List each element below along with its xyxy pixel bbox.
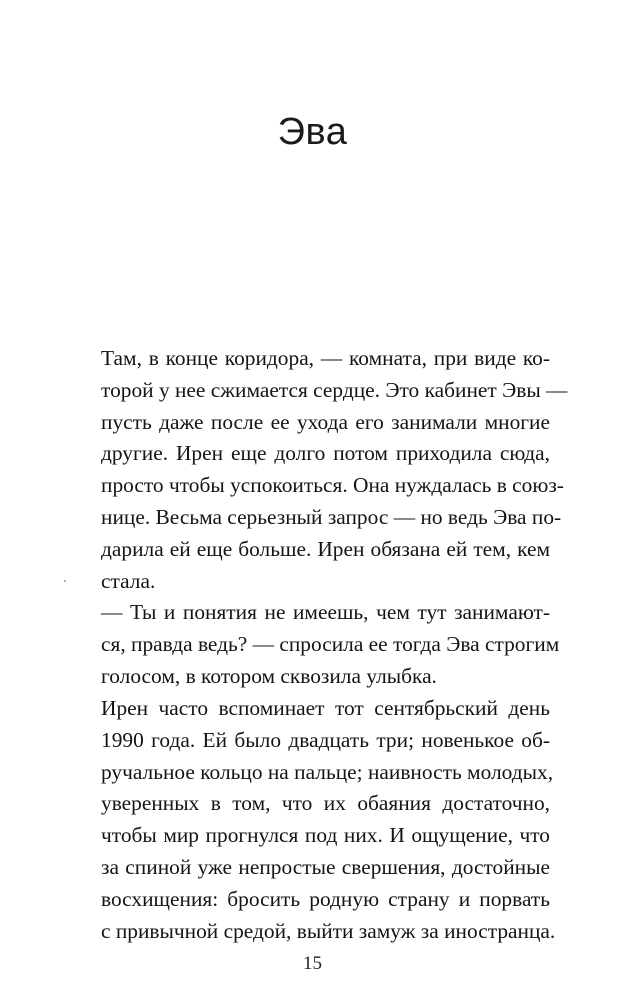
text-line: уверенных в том, что их обаяния достаточно, (101, 791, 550, 816)
text-line: голосом, в котором сквозила улыбка. (101, 663, 437, 688)
scan-speck (64, 580, 66, 582)
text-line: просто чтобы успокоиться. Она нуждалась в союз- (101, 473, 564, 498)
paragraph-1 (101, 343, 568, 597)
text-line: торой у нее сжимается сердце. Это кабинет Эвы — (101, 377, 568, 402)
text-line: дарила ей еще больше. Ирен обязана ей тем, кем (101, 536, 550, 561)
text-line: стала. (101, 568, 156, 593)
paragraph-3 (101, 693, 556, 947)
text-line: 1990 года. Ей было двадцать три; новенькое об- (101, 727, 550, 752)
page-number: 15 (303, 953, 322, 974)
text-line: — Ты и понятия не имеешь, чем тут занимают- (101, 600, 550, 624)
text-line: другие. Ирен еще долго потом приходила сюда, (101, 441, 550, 466)
text-line: Ирен часто вспоминает тот сентябрьский день (101, 696, 550, 720)
text-line: нице. Весьма серьезный запрос — но ведь Эва по- (101, 504, 562, 529)
text-line: с привычной средой, выйти замуж за иностранца. (101, 918, 556, 943)
paragraph-2 (101, 597, 560, 692)
text-line: за спиной уже непростые свершения, достойные (101, 854, 550, 879)
text-line: чтобы мир прогнулся под них. И ощущение, что (101, 823, 550, 848)
text-line: ся, правда ведь? — спросила ее тогда Эва строгим (101, 631, 560, 656)
text-line: ручальное кольцо на пальце; наивность молодых, (101, 759, 554, 784)
text-line: пусть даже после ее ухода его занимали многие (101, 409, 550, 434)
chapter-title: Эва (277, 111, 348, 154)
text-line: восхищения: бросить родную страну и порвать (101, 886, 550, 911)
text-line: Там, в конце коридора, — комната, при виде ко- (101, 346, 550, 370)
